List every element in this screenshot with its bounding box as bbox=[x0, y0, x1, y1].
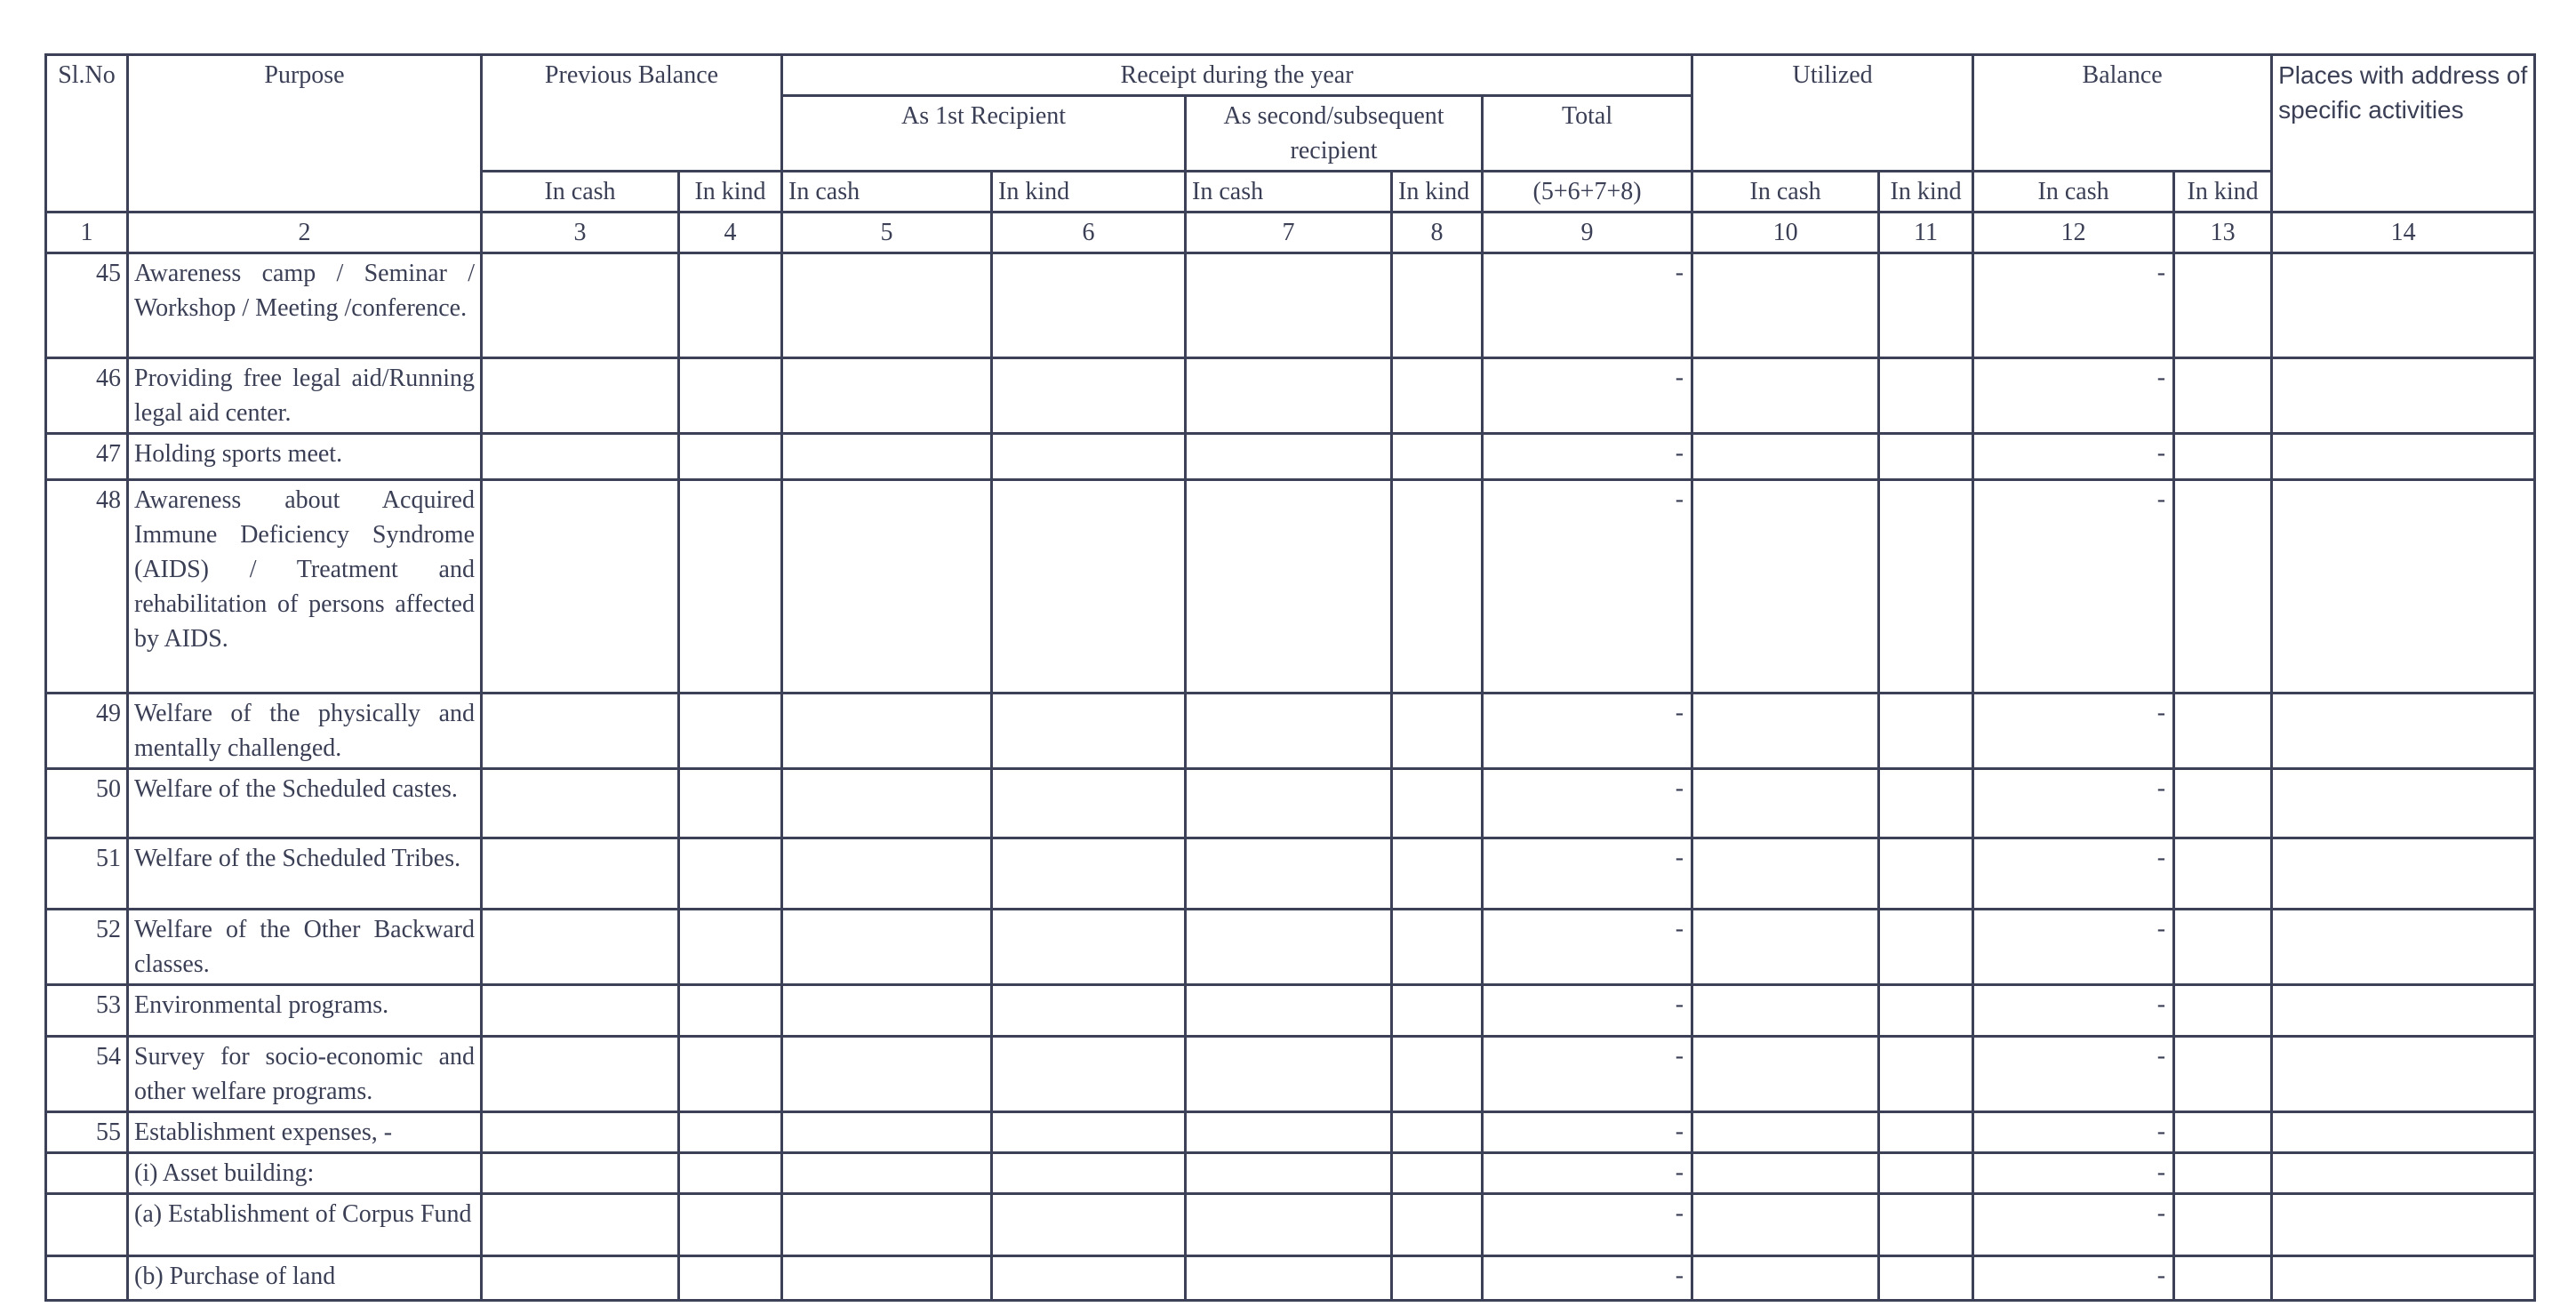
dash-mark: - bbox=[1675, 439, 1684, 467]
empty-cell bbox=[992, 1153, 1186, 1194]
header-balance-in-kind: In kind bbox=[2174, 172, 2272, 212]
empty-cell bbox=[782, 253, 992, 358]
empty-cell bbox=[679, 1037, 782, 1112]
empty-cell bbox=[1186, 1037, 1392, 1112]
header-receipt-during-year: Receipt during the year bbox=[782, 55, 1692, 96]
empty-cell bbox=[1186, 1194, 1392, 1256]
receipts-utilization-table bbox=[44, 53, 2536, 1302]
row-total-cell bbox=[1483, 1112, 1692, 1153]
row-total-cell bbox=[1483, 1037, 1692, 1112]
dash-mark: - bbox=[1675, 990, 1684, 1018]
row-purpose: (i) Asset building: bbox=[128, 1153, 482, 1194]
dash-mark: - bbox=[2156, 1042, 2166, 1070]
empty-cell bbox=[1692, 358, 1879, 434]
header-previous-balance: Previous Balance bbox=[482, 55, 782, 172]
row-purpose: Establishment expenses, - bbox=[128, 1112, 482, 1153]
row-total-cell bbox=[1483, 1153, 1692, 1194]
empty-cell bbox=[782, 480, 992, 694]
table-row bbox=[46, 1194, 2535, 1256]
row-balance-cash-cell bbox=[1973, 838, 2174, 910]
row-sl-no: 52 bbox=[46, 910, 128, 985]
table-row bbox=[46, 985, 2535, 1037]
dash-mark: - bbox=[1675, 915, 1684, 942]
empty-cell bbox=[2272, 1194, 2535, 1256]
empty-cell bbox=[2272, 910, 2535, 985]
empty-cell bbox=[1186, 434, 1392, 480]
header-utilized: Utilized bbox=[1692, 55, 1973, 172]
header-first-recipient: As 1st Recipient bbox=[782, 96, 1186, 172]
empty-cell bbox=[782, 838, 992, 910]
empty-cell bbox=[679, 769, 782, 838]
empty-cell bbox=[992, 910, 1186, 985]
empty-cell bbox=[482, 1256, 679, 1301]
row-balance-cash-cell bbox=[1973, 434, 2174, 480]
empty-cell bbox=[1692, 1256, 1879, 1301]
row-purpose: Environmental programs. bbox=[128, 985, 482, 1037]
empty-cell bbox=[482, 985, 679, 1037]
header-row-1 bbox=[46, 55, 2535, 96]
table-row bbox=[46, 769, 2535, 838]
row-balance-cash-cell bbox=[1973, 985, 2174, 1037]
row-purpose: (a) Establishment of Corpus Fund bbox=[128, 1194, 482, 1256]
header-total: Total bbox=[1483, 96, 1692, 172]
empty-cell bbox=[1879, 910, 1973, 985]
header-utilized-in-kind: In kind bbox=[1879, 172, 1973, 212]
empty-cell bbox=[482, 358, 679, 434]
row-total-cell bbox=[1483, 694, 1692, 769]
row-total-cell bbox=[1483, 985, 1692, 1037]
empty-cell bbox=[679, 838, 782, 910]
empty-cell bbox=[482, 910, 679, 985]
empty-cell bbox=[2272, 434, 2535, 480]
empty-cell bbox=[482, 1037, 679, 1112]
row-balance-cash-cell bbox=[1973, 1112, 2174, 1153]
empty-cell bbox=[2174, 1256, 2272, 1301]
table-row bbox=[46, 838, 2535, 910]
row-sl-no: 46 bbox=[46, 358, 128, 434]
empty-cell bbox=[679, 1194, 782, 1256]
empty-cell bbox=[992, 1037, 1186, 1112]
column-number: 13 bbox=[2174, 212, 2272, 253]
column-number: 6 bbox=[992, 212, 1186, 253]
empty-cell bbox=[1392, 1112, 1483, 1153]
row-balance-cash-cell bbox=[1973, 769, 2174, 838]
column-number: 14 bbox=[2272, 212, 2535, 253]
dash-mark: - bbox=[1675, 1042, 1684, 1070]
column-number: 12 bbox=[1973, 212, 2174, 253]
empty-cell bbox=[1392, 1194, 1483, 1256]
row-purpose: Providing free legal aid/Running legal aid center. bbox=[128, 358, 482, 434]
dash-mark: - bbox=[2156, 699, 2166, 726]
column-number: 11 bbox=[1879, 212, 1973, 253]
row-sl-no: 49 bbox=[46, 694, 128, 769]
empty-cell bbox=[679, 694, 782, 769]
row-total-cell bbox=[1483, 358, 1692, 434]
empty-cell bbox=[679, 480, 782, 694]
header-total-formula: (5+6+7+8) bbox=[1483, 172, 1692, 212]
empty-cell bbox=[679, 434, 782, 480]
empty-cell bbox=[992, 253, 1186, 358]
empty-cell bbox=[992, 358, 1186, 434]
header-first-in-kind: In kind bbox=[992, 172, 1186, 212]
empty-cell bbox=[782, 985, 992, 1037]
row-sl-no: 48 bbox=[46, 480, 128, 694]
empty-cell bbox=[482, 1194, 679, 1256]
row-total-cell bbox=[1483, 769, 1692, 838]
column-number: 8 bbox=[1392, 212, 1483, 253]
dash-mark: - bbox=[2156, 1118, 2166, 1145]
empty-cell bbox=[2174, 1194, 2272, 1256]
empty-cell bbox=[782, 1194, 992, 1256]
empty-cell bbox=[992, 838, 1186, 910]
header-utilized-in-cash: In cash bbox=[1692, 172, 1879, 212]
empty-cell bbox=[1879, 1256, 1973, 1301]
empty-cell bbox=[1879, 1194, 1973, 1256]
dash-mark: - bbox=[2156, 1199, 2166, 1227]
dash-mark: - bbox=[2156, 915, 2166, 942]
header-prev-in-kind: In kind bbox=[679, 172, 782, 212]
empty-cell bbox=[1692, 694, 1879, 769]
empty-cell bbox=[992, 694, 1186, 769]
empty-cell bbox=[1392, 694, 1483, 769]
row-sl-no: 53 bbox=[46, 985, 128, 1037]
dash-mark: - bbox=[1675, 364, 1684, 391]
row-balance-cash-cell bbox=[1973, 1037, 2174, 1112]
row-sl-no: 45 bbox=[46, 253, 128, 358]
dash-mark: - bbox=[1675, 485, 1684, 513]
empty-cell bbox=[1879, 1112, 1973, 1153]
empty-cell bbox=[1186, 253, 1392, 358]
empty-cell bbox=[2272, 1256, 2535, 1301]
table-row bbox=[46, 1037, 2535, 1112]
dash-mark: - bbox=[1675, 699, 1684, 726]
empty-cell bbox=[1692, 769, 1879, 838]
empty-cell bbox=[1186, 838, 1392, 910]
empty-cell bbox=[1879, 985, 1973, 1037]
empty-cell bbox=[1392, 480, 1483, 694]
empty-cell bbox=[782, 1037, 992, 1112]
empty-cell bbox=[1186, 358, 1392, 434]
empty-cell bbox=[992, 985, 1186, 1037]
dash-mark: - bbox=[1675, 1262, 1684, 1289]
column-number: 5 bbox=[782, 212, 992, 253]
column-number: 2 bbox=[128, 212, 482, 253]
row-balance-cash-cell bbox=[1973, 253, 2174, 358]
row-sl-no: 51 bbox=[46, 838, 128, 910]
row-purpose: Welfare of the Scheduled Tribes. bbox=[128, 838, 482, 910]
row-sl-no: 54 bbox=[46, 1037, 128, 1112]
empty-cell bbox=[1392, 1153, 1483, 1194]
dash-mark: - bbox=[1675, 844, 1684, 871]
table-row bbox=[46, 694, 2535, 769]
header-balance: Balance bbox=[1973, 55, 2272, 172]
empty-cell bbox=[2174, 838, 2272, 910]
dash-mark: - bbox=[1675, 1159, 1684, 1186]
column-number-row bbox=[46, 212, 2535, 253]
empty-cell bbox=[782, 694, 992, 769]
row-purpose: Welfare of the physically and mentally challenged. bbox=[128, 694, 482, 769]
empty-cell bbox=[1186, 1256, 1392, 1301]
empty-cell bbox=[2272, 769, 2535, 838]
dash-mark: - bbox=[1675, 1118, 1684, 1145]
row-purpose: Holding sports meet. bbox=[128, 434, 482, 480]
empty-cell bbox=[2272, 694, 2535, 769]
empty-cell bbox=[782, 358, 992, 434]
empty-cell bbox=[1186, 985, 1392, 1037]
empty-cell bbox=[1692, 253, 1879, 358]
row-balance-cash-cell bbox=[1973, 1194, 2174, 1256]
empty-cell bbox=[1879, 480, 1973, 694]
header-prev-in-cash: In cash bbox=[482, 172, 679, 212]
empty-cell bbox=[1692, 1112, 1879, 1153]
table-row bbox=[46, 910, 2535, 985]
empty-cell bbox=[2272, 1153, 2535, 1194]
header-first-in-cash: In cash bbox=[782, 172, 992, 212]
empty-cell bbox=[482, 480, 679, 694]
empty-cell bbox=[1879, 769, 1973, 838]
header-second-recipient: As second/subsequent recipient bbox=[1186, 96, 1483, 172]
empty-cell bbox=[1692, 434, 1879, 480]
empty-cell bbox=[1879, 1153, 1973, 1194]
empty-cell bbox=[679, 1256, 782, 1301]
row-sl-no: 55 bbox=[46, 1112, 128, 1153]
statement-form bbox=[44, 53, 2533, 1302]
row-total-cell bbox=[1483, 434, 1692, 480]
empty-cell bbox=[782, 769, 992, 838]
row-total-cell bbox=[1483, 480, 1692, 694]
row-balance-cash-cell bbox=[1973, 1153, 2174, 1194]
row-total-cell bbox=[1483, 1256, 1692, 1301]
header-second-in-cash: In cash bbox=[1186, 172, 1392, 212]
empty-cell bbox=[2272, 838, 2535, 910]
empty-cell bbox=[1186, 1153, 1392, 1194]
empty-cell bbox=[2174, 1112, 2272, 1153]
header-purpose: Purpose bbox=[128, 55, 482, 212]
empty-cell bbox=[1879, 694, 1973, 769]
row-total-cell bbox=[1483, 1194, 1692, 1256]
empty-cell bbox=[1392, 769, 1483, 838]
empty-cell bbox=[1879, 838, 1973, 910]
empty-cell bbox=[782, 1112, 992, 1153]
empty-cell bbox=[782, 1153, 992, 1194]
empty-cell bbox=[2272, 358, 2535, 434]
row-total-cell bbox=[1483, 910, 1692, 985]
dash-mark: - bbox=[1675, 1199, 1684, 1227]
dash-mark: - bbox=[2156, 364, 2166, 391]
row-sl-no bbox=[46, 1256, 128, 1301]
row-sl-no bbox=[46, 1153, 128, 1194]
empty-cell bbox=[679, 910, 782, 985]
empty-cell bbox=[1392, 1037, 1483, 1112]
row-total-cell bbox=[1483, 838, 1692, 910]
empty-cell bbox=[2272, 985, 2535, 1037]
empty-cell bbox=[992, 1194, 1186, 1256]
empty-cell bbox=[482, 434, 679, 480]
empty-cell bbox=[992, 434, 1186, 480]
table-row bbox=[46, 1112, 2535, 1153]
empty-cell bbox=[2174, 910, 2272, 985]
dash-mark: - bbox=[2156, 259, 2166, 286]
row-purpose: Welfare of the Scheduled castes. bbox=[128, 769, 482, 838]
empty-cell bbox=[1392, 985, 1483, 1037]
empty-cell bbox=[1392, 253, 1483, 358]
empty-cell bbox=[1879, 434, 1973, 480]
dash-mark: - bbox=[1675, 774, 1684, 802]
dash-mark: - bbox=[2156, 990, 2166, 1018]
header-places: Places with address of specific activities bbox=[2272, 55, 2535, 212]
empty-cell bbox=[992, 769, 1186, 838]
row-balance-cash-cell bbox=[1973, 694, 2174, 769]
dash-mark: - bbox=[2156, 774, 2166, 802]
empty-cell bbox=[1186, 1112, 1392, 1153]
empty-cell bbox=[1392, 838, 1483, 910]
empty-cell bbox=[482, 769, 679, 838]
empty-cell bbox=[1692, 1194, 1879, 1256]
row-balance-cash-cell bbox=[1973, 910, 2174, 985]
dash-mark: - bbox=[2156, 439, 2166, 467]
empty-cell bbox=[1392, 910, 1483, 985]
table-row bbox=[46, 480, 2535, 694]
row-sl-no: 50 bbox=[46, 769, 128, 838]
column-number: 3 bbox=[482, 212, 679, 253]
column-number: 9 bbox=[1483, 212, 1692, 253]
empty-cell bbox=[2272, 1037, 2535, 1112]
empty-cell bbox=[1879, 253, 1973, 358]
row-balance-cash-cell bbox=[1973, 1256, 2174, 1301]
dash-mark: - bbox=[2156, 1262, 2166, 1289]
dash-mark: - bbox=[2156, 844, 2166, 871]
empty-cell bbox=[1186, 910, 1392, 985]
header-sl-no: Sl.No bbox=[46, 55, 128, 212]
table-row bbox=[46, 253, 2535, 358]
empty-cell bbox=[679, 253, 782, 358]
empty-cell bbox=[2174, 480, 2272, 694]
empty-cell bbox=[1692, 910, 1879, 985]
empty-cell bbox=[1186, 769, 1392, 838]
empty-cell bbox=[482, 253, 679, 358]
empty-cell bbox=[1392, 1256, 1483, 1301]
column-number: 10 bbox=[1692, 212, 1879, 253]
empty-cell bbox=[1879, 358, 1973, 434]
dash-mark: - bbox=[2156, 1159, 2166, 1186]
table-row bbox=[46, 1153, 2535, 1194]
empty-cell bbox=[992, 1112, 1186, 1153]
empty-cell bbox=[992, 1256, 1186, 1301]
empty-cell bbox=[2272, 253, 2535, 358]
empty-cell bbox=[482, 838, 679, 910]
header-second-in-kind: In kind bbox=[1392, 172, 1483, 212]
empty-cell bbox=[679, 1112, 782, 1153]
row-balance-cash-cell bbox=[1973, 358, 2174, 434]
empty-cell bbox=[482, 1112, 679, 1153]
empty-cell bbox=[2174, 434, 2272, 480]
empty-cell bbox=[2272, 1112, 2535, 1153]
empty-cell bbox=[1392, 358, 1483, 434]
empty-cell bbox=[2174, 769, 2272, 838]
empty-cell bbox=[679, 1153, 782, 1194]
row-purpose: Survey for socio-economic and other welfare programs. bbox=[128, 1037, 482, 1112]
empty-cell bbox=[1692, 838, 1879, 910]
empty-cell bbox=[1879, 1037, 1973, 1112]
empty-cell bbox=[782, 910, 992, 985]
empty-cell bbox=[2174, 358, 2272, 434]
row-purpose: Welfare of the Other Backward classes. bbox=[128, 910, 482, 985]
empty-cell bbox=[1692, 1037, 1879, 1112]
empty-cell bbox=[1186, 480, 1392, 694]
column-number: 4 bbox=[679, 212, 782, 253]
empty-cell bbox=[782, 434, 992, 480]
empty-cell bbox=[1186, 694, 1392, 769]
empty-cell bbox=[482, 1153, 679, 1194]
empty-cell bbox=[482, 694, 679, 769]
header-balance-in-cash: In cash bbox=[1973, 172, 2174, 212]
column-number: 7 bbox=[1186, 212, 1392, 253]
row-total-cell bbox=[1483, 253, 1692, 358]
empty-cell bbox=[992, 480, 1186, 694]
empty-cell bbox=[1392, 434, 1483, 480]
empty-cell bbox=[2174, 694, 2272, 769]
row-sl-no: 47 bbox=[46, 434, 128, 480]
empty-cell bbox=[2174, 1037, 2272, 1112]
dash-mark: - bbox=[1675, 259, 1684, 286]
row-purpose: (b) Purchase of land bbox=[128, 1256, 482, 1301]
empty-cell bbox=[679, 985, 782, 1037]
empty-cell bbox=[1692, 1153, 1879, 1194]
column-number: 1 bbox=[46, 212, 128, 253]
empty-cell bbox=[2272, 480, 2535, 694]
dash-mark: - bbox=[2156, 485, 2166, 513]
empty-cell bbox=[2174, 1153, 2272, 1194]
empty-cell bbox=[2174, 985, 2272, 1037]
table-row bbox=[46, 358, 2535, 434]
row-sl-no bbox=[46, 1194, 128, 1256]
row-balance-cash-cell bbox=[1973, 480, 2174, 694]
empty-cell bbox=[679, 358, 782, 434]
table-row bbox=[46, 1256, 2535, 1301]
row-purpose: Awareness camp / Seminar / Workshop / Meeting /conference. bbox=[128, 253, 482, 358]
empty-cell bbox=[1692, 480, 1879, 694]
empty-cell bbox=[1692, 985, 1879, 1037]
empty-cell bbox=[782, 1256, 992, 1301]
row-purpose: Awareness about Acquired Immune Deficiency Syndrome (AIDS) / Treatment and rehabilitation of persons affected by AIDS. bbox=[128, 480, 482, 694]
table-row bbox=[46, 434, 2535, 480]
empty-cell bbox=[2174, 253, 2272, 358]
